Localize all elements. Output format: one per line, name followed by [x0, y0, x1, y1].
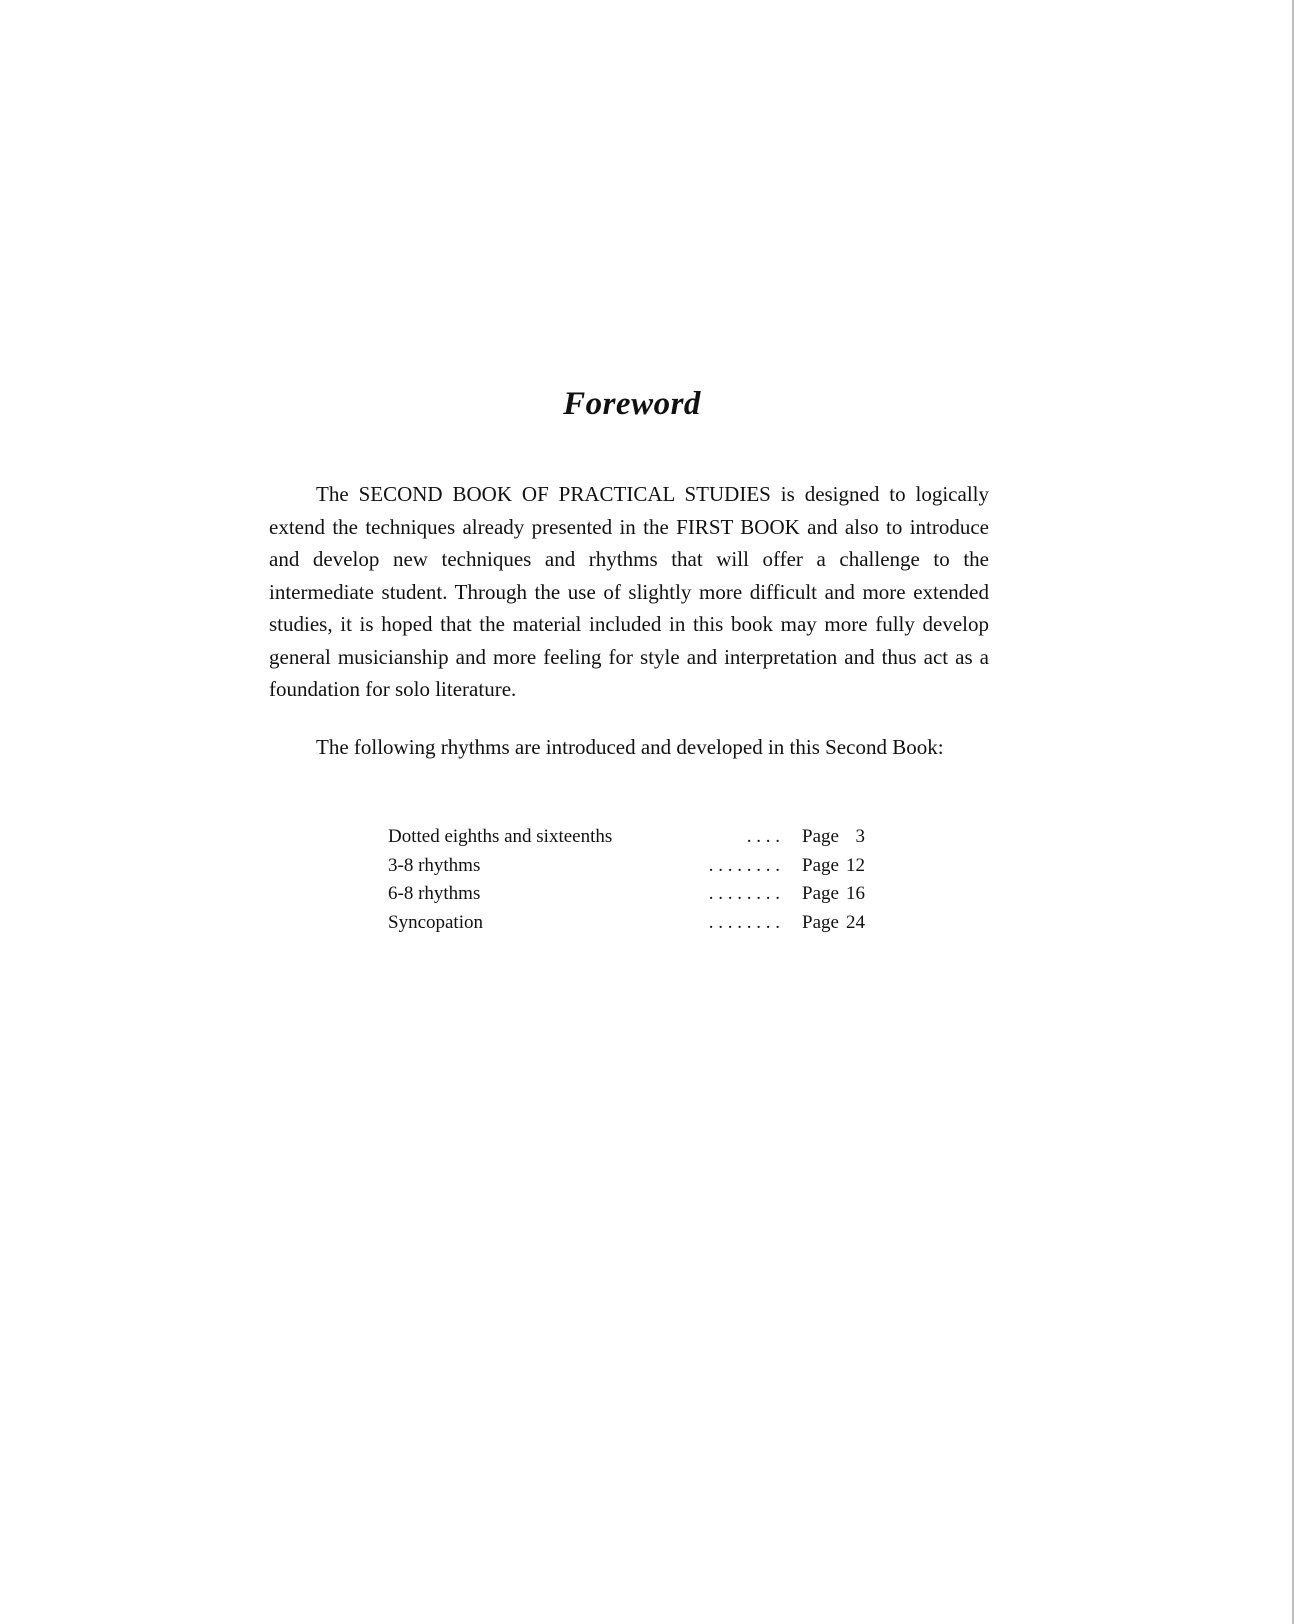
page-word: Page [802, 854, 839, 876]
list-item-label: 3-8 rhythms [388, 854, 481, 876]
page-word: Page [802, 826, 839, 847]
page-word: Page [802, 883, 839, 904]
list-item-page [802, 855, 865, 877]
list-item-leader-dots: . . . . . . . . [708, 883, 780, 904]
list-item-page [802, 912, 865, 934]
list-item-label: Syncopation [388, 911, 483, 933]
rhythm-contents-list [388, 826, 878, 940]
foreword-paragraph-2: The following rhythms are introduced and developed in this Second Book: [316, 735, 944, 759]
list-item-page [802, 826, 865, 848]
page-number: 3 [855, 826, 865, 847]
list-item-page [802, 883, 865, 905]
page-number: 16 [845, 883, 865, 904]
list-item [388, 855, 878, 884]
list-item-leader-dots: . . . . . . . . [708, 854, 780, 876]
list-item [388, 826, 878, 855]
list-item-leader-dots: . . . . . . . . [708, 911, 780, 933]
list-item-leader-dots: . . . . [746, 826, 780, 847]
page-word: Page [802, 911, 839, 933]
list-item-label: 6-8 rhythms [388, 883, 481, 904]
list-item [388, 912, 878, 941]
list-item [388, 883, 878, 912]
page-title: Foreword [563, 386, 701, 422]
foreword-paragraph-1: The SECOND BOOK OF PRACTICAL STUDIES is designed to logically extend the techniques already presented in the FIRST BOOK and also to introduce and develop new techniques and rhythms that will offer a challenge to the intermediate student. Through the use of slightly more difficult and more extended studies, it is hoped that the material included in this book may more fully develop general musicianship and more feeling for style and interpretation and thus act as a foundation for solo literature. [269, 482, 989, 701]
page-number: 12 [845, 854, 865, 876]
list-item-label: Dotted eighths and sixteenths [388, 826, 613, 847]
page-number: 24 [845, 911, 865, 933]
